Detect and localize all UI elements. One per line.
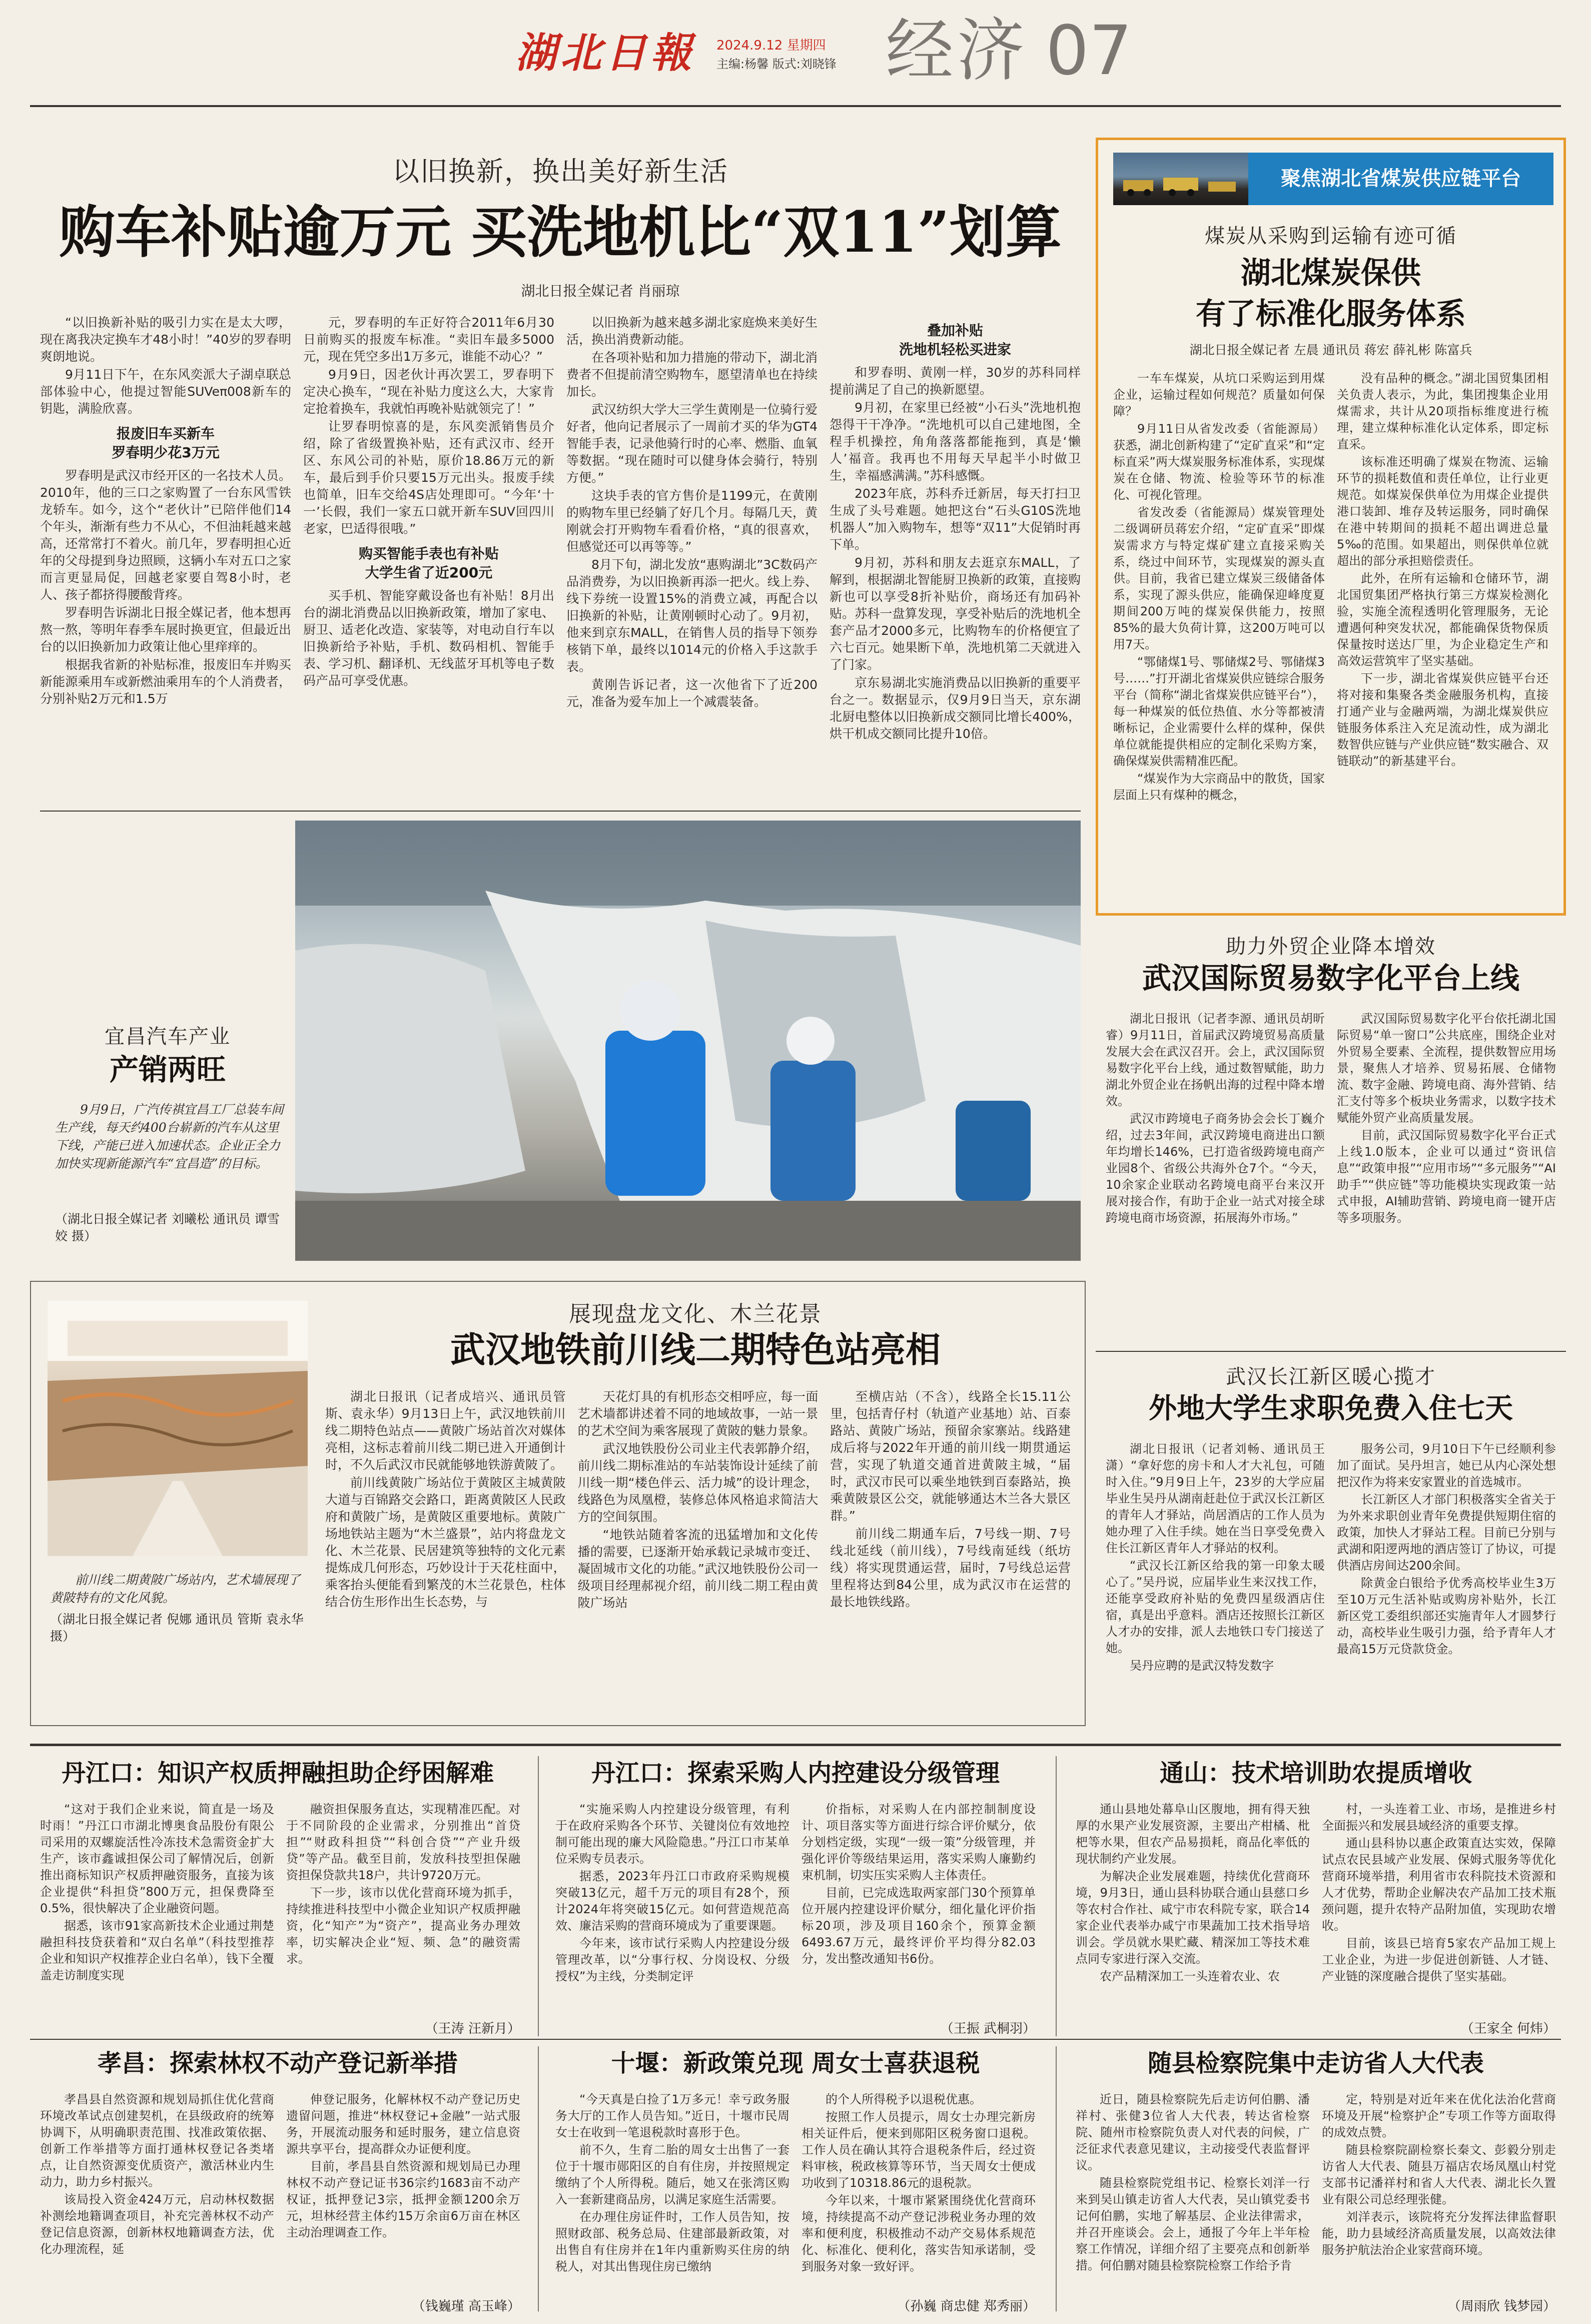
metro-col-3	[830, 1388, 1071, 1719]
c1-credit: （钱巍瑾 高玉峰）	[412, 2299, 520, 2314]
masthead-rule	[30, 105, 1561, 107]
b1-credit: （王涛 汪新月）	[425, 2021, 520, 2036]
sub-heading: 叠加补贴 洗地机轻松买进家	[899, 322, 1011, 358]
paragraph: 此外，在所有运输和仓储环节，湖北国贸集团严格执行第三方煤炭检测化验，实施全流程透明化管理服务，无论遭遇何种突发状况，都能确保货物保质保量按时送达厂里，为企业稳定生产和高效运营筑牢了坚实基础。	[1337, 571, 1548, 668]
paragraph: 近日，随县检察院先后走访何伯鹏、潘祥村、张健3位省人大代表，转达省检察院、随州市检察院负责人对代表的问候，广泛征求代表意见建议，主动接受代表监督评议。	[1076, 2092, 1310, 2172]
paragraph: 京东易湖北实施消费品以旧换新的重要平台之一。数据显示，仅9月9日当天，京东湖北厨电整体以旧换新成交额同比增长400%，烘干机成交额同比提升10倍。	[830, 675, 1081, 741]
c2-credit: （孙巍 商忠健 郑秀丽）	[897, 2299, 1036, 2314]
paragraph: “以旧换新补贴的吸引力实在是太大啰，现在离我决定换车才48小时！”40岁的罗春明爽朗地说。	[40, 315, 291, 364]
b1-col-2	[286, 1801, 520, 2016]
c3-body	[1076, 2091, 1556, 2291]
b2-col-2	[802, 1801, 1036, 2016]
a3-body	[1106, 1441, 1556, 1729]
paragraph: 今年来，该市试行采购人内控建设分级管理改革，以“分事行权、分岗设权、分级授权”为主线，分类制定评	[555, 1936, 789, 1983]
a1-headline: 购车补贴逾万元 买洗地机比“双11”划算	[59, 200, 1062, 265]
paragraph: 罗春明是武汉市经开区的一名技术人员。2010年，他的三口之家购置了一台东风雪铁龙轿车。如今，这个“老伙计”已陪伴他们14个年头，渐渐有些力不从心，不但油耗越来越高，还常常打不着火。前几年，罗春明担心近年的父母提到身边照顾，这辆小车对五口之家而言更显局促，回越老家要自驾8小时，老人、孩子都挤得腰酸背疼。	[40, 468, 291, 602]
a3-col-1	[1106, 1441, 1325, 1729]
paragraph: 元，罗春明的车正好符合2011年6月30日前购买的报废车标准。“卖旧车最多5000元，现在凭空多出1万多元，谁能不动心？”	[303, 315, 554, 364]
paragraph: 按照工作人员提示，周女士办理完新房相关证件后，便来到郧阳区税务窗口退税。工作人员在确认其符合退税条件后，经过资料审核，税政核算等环节，当天周女士便成功收到了10318.86元的退税款。	[802, 2110, 1036, 2190]
b-divider-1	[538, 1756, 539, 2036]
b2-headline: 丹江口：探索采购人内控建设分级管理	[591, 1759, 1000, 1787]
b1-col-1	[40, 1801, 274, 2016]
b1-body	[40, 1801, 520, 2016]
coal-banner	[1248, 153, 1553, 205]
paragraph: 根据我省新的补贴标准，报废旧车并购买新能源乘用车或新燃油乘用车的个人消费者，分别补贴2万元和1.5万	[40, 657, 291, 706]
a1-col-3	[566, 314, 818, 795]
b3-col-2	[1322, 1801, 1556, 2016]
paragraph: 服务公司，9月10日下午已经顺利参加了面试。吴丹坦言，她已从内心深处想把汉作为将来安家置业的首选城市。	[1337, 1442, 1556, 1489]
c3-credit: （周雨欣 钱梦园）	[1447, 2299, 1556, 2314]
paragraph: 目前，已完成选取两家部门30个预算单位开展内控建设评价赋分，细化量化评价指标20项，涉及项目160余个，预算金额6493.67万元，最终评价平均得分82.03分，发出整改通知书6份。	[802, 1886, 1036, 1966]
a1-kicker: 以旧换新，换出美好新生活	[392, 156, 728, 187]
bottom-row2-rule	[30, 2039, 1561, 2040]
b3-headline: 通山：技术培训助农提质增收	[1159, 1759, 1472, 1787]
sub-heading: 购买智能手表也有补贴 大学生省了近200元	[358, 545, 499, 581]
paragraph: 农产品精深加工一头连着农业、农	[1100, 1969, 1280, 1983]
metro-col-1	[325, 1388, 566, 1719]
coal-col-2	[1337, 370, 1548, 908]
paragraph: 长江新区人才部门积极落实全省关于为外来求职创业青年免费提供短期住宿的政策，加快人才驿站工程。目前已分别与武湖和阳逻两地的酒店签订了协议，可提供酒店房间达200余间。	[1337, 1492, 1556, 1573]
coal-body	[1113, 370, 1548, 908]
a1-bottom-rule	[40, 811, 1081, 812]
metro-headline: 武汉地铁前川线二期特色站亮相	[450, 1329, 941, 1370]
paragraph: “实施采购人内控建设分级管理，有利于在政府采购各个环节、关键岗位有效地控制可能出现的廉大风险隐患。”丹江口市某单位采购专员表示。	[555, 1802, 789, 1866]
coal-banner-text: 聚焦湖北省煤炭供应链平台	[1281, 167, 1521, 190]
paragraph: 湖北日报讯（记者刘畅、通讯员王潇）“拿好您的房卡和人才大礼包，可随时入住。”9月9日上午，23岁的大学应届毕业生吴丹从湖南赶赴位于武汉长江新区的青年人才驿站，尚居酒店的工作人员为她办理了入住手续。她在当日享受免费入住长江新区青年人才驿站的权利。	[1106, 1442, 1325, 1555]
section-title: 经济	[886, 12, 1028, 91]
paragraph: 前不久，生育二胎的周女士出售了一套位于十堰市郧阳区的自有住房，并按照规定缴纳了个人所得税。随后，她又在张湾区购入一套新建商品房，以满足家庭生活需要。	[555, 2143, 789, 2206]
paragraph: 通山县地处幕阜山区腹地，拥有得天独厚的水果产业发展资源，主要出产柑橘、枇杷等水果，但农产品易损耗，商品化率低的现状制约产业发展。	[1076, 1802, 1310, 1866]
c2-col-1	[555, 2091, 789, 2291]
paragraph: 据悉，2023年丹江口市政府采购规模突破13亿元，超千万元的项目有28个，预计2024年将突破15亿元。如何营造规范高效、廉洁采购的营商环境成为了重要课题。	[555, 1869, 789, 1933]
paragraph: 黄刚告诉记者，这一次他省下了近200元，准备为爱车加上一个减震装备。	[566, 677, 818, 709]
c2-headline: 十堰：新政策兑现 周女士喜获退税	[611, 2049, 980, 2077]
yichang-credit: （湖北日报全媒记者 刘曦松 通讯员 谭雪姣 摄）	[55, 1212, 280, 1243]
paragraph: 在各项补贴和加力措施的带动下，湖北消费者不但提前清空购物车，愿望清单也在持续加长。	[566, 350, 818, 399]
yichang-kicker: 宜昌汽车产业	[105, 1025, 231, 1048]
a2-body	[1106, 1011, 1556, 1336]
paragraph: 在办理住房证件时，工作人员告知，按照财政部、税务总局、住建部最新政策，对出售自有住房并在1年内重新购买住房的纳税人，对其出售现住房已缴纳	[555, 2210, 789, 2273]
paragraph: 9月初，在家里已经被“小石头”洗地机抱怨得干干净净。“洗地机可以自己建地图，全程手机操控，角角落落都能拖到，真是‘懒人’福音。我再也不用每天早起半小时做卫生，幸福感满满。”苏科感慨。	[830, 400, 1081, 483]
masthead	[0, 0, 1591, 105]
a2-col-1	[1106, 1011, 1325, 1336]
a3-col-2	[1337, 1441, 1556, 1729]
c2-col-2	[802, 2091, 1036, 2291]
coal-byline: 湖北日报全媒记者 左晨 通讯员 蒋宏 薛礼彬 陈富兵	[1189, 343, 1472, 357]
paragraph: 该局投入资金424万元，启动林权数据补测绘地籍调查项目，补充完善林权不动产登记信息资源，创新林权地籍调查方法，优化办理流程，延	[40, 2192, 274, 2256]
b2-body	[555, 1801, 1036, 2016]
b1-headline: 丹江口：知识产权质押融担助企纾困解难	[61, 1759, 494, 1787]
paragraph: 以旧换新为越来越多湖北家庭焕来美好生活，换出消费新动能。	[566, 315, 818, 347]
c3-col-2	[1322, 2091, 1556, 2291]
paragraph: 9月初，苏科和朋友去逛京东MALL，了解到，根据湖北智能厨卫换新的政策，直接购新也可以享受8折补贴价，商场还有加码补贴。苏科一盘算发现，享受补贴后的洗地机全套产品才2000多元，比购物车的价格便宜了六七百元。她果断下单，洗地机第二天就进入了门家。	[830, 555, 1081, 672]
a1-byline: 湖北日报全媒记者 肖丽琼	[521, 283, 680, 299]
c1-body	[40, 2091, 520, 2291]
a2-col-2	[1337, 1011, 1556, 1336]
a1-col-4	[830, 314, 1081, 795]
paragraph: 前川线二期通车后，7号线一期、7号线北延线（前川线），7号线南延线（纸坊线）将实现贯通运营，届时，7号线总运营里程将达到84公里，成为武汉市在运营的最长地铁线路。	[830, 1526, 1071, 1609]
paragraph: “地铁站随着客流的迅猛增加和文化传播的需要，已逐渐开始承载记录城市变迁、凝固城市文化的功能。”武汉地铁股份公司一级项目经理郝视介绍，前川线二期工程由黄陂广场站	[577, 1527, 819, 1610]
paragraph: 天花灯具的有机形态交相呼应，每一面艺术墙都讲述着不同的地域故事，一站一景的艺术空间为乘客展现了黄陂的魅力景象。	[577, 1389, 819, 1438]
b3-body	[1076, 1801, 1556, 2016]
paragraph: 湖北日报讯（记者成培兴、通讯员管斯、袁永华）9月13日上午，武汉地铁前川线二期特色站点——黄陂广场站首次对媒体亮相，这标志着前川线二期已进入开通倒计时，不久后武汉市民就能够地铁游黄陂了。	[325, 1389, 566, 1472]
a2-bottom-rule	[1096, 1351, 1566, 1352]
c-divider-2	[1056, 2046, 1057, 2311]
b2-credit: （王振 武桐羽）	[940, 2021, 1036, 2036]
sub-heading: 报废旧车买新车 罗春明少花3万元	[112, 425, 220, 461]
metro-station-photo	[48, 1301, 308, 1556]
paragraph: 武汉市跨境电子商务协会会长丁巍介绍，过去3年间，武汉跨境电商进出口额年均增长146%，已打造省级跨境电商产业园8个、省级公共海外仓7个。“今天，10余家企业联动名跨境电商平台来汉开展对接合作，有助于企业一站式对接全球跨境电商市场资源，拓展海外市场。”	[1106, 1112, 1325, 1225]
paragraph: 和罗春明、黄刚一样，30岁的苏科同样提前满足了自己的换新愿望。	[830, 365, 1081, 397]
c1-col-2	[286, 2091, 520, 2291]
coal-sidebar	[1096, 138, 1566, 916]
c2-body	[555, 2091, 1036, 2291]
car-factory-illustration	[295, 821, 1081, 1261]
paragraph: 武汉国际贸易数字化平台依托湖北国际贸易“单一窗口”公共底座，围绕企业对外贸易全要素、全流程，提供数智应用场景，聚焦人才培养、贸易拓展、仓储物流、数字金融、跨境电商、海外营销、结汇支付等多个板块业务需求，以数字技术赋能外贸产业高质量发展。	[1337, 1012, 1556, 1125]
metro-credit: （湖北日报全媒记者 倪娜 通讯员 管斯 袁永华 摄）	[50, 1612, 304, 1644]
metro-art-wall-illustration	[48, 1301, 308, 1556]
a3-headline: 外地大学生求职免费入住七天	[1149, 1392, 1513, 1425]
bottom-section-rule	[30, 1744, 1561, 1746]
paragraph: 通山县科协以惠企政策直达实效，保障试点农民县域产业发展、保姆式服务等优化营商环境举措，利用省市农科院技术资源和人才优势，帮助企业解决农产品加工技术瓶颈问题，提升农特产品附加值，实现助农增收。	[1322, 1836, 1556, 1933]
b2-col-1	[555, 1801, 789, 2016]
paragraph: 9月11日从省发改委（省能源局）获悉，湖北创新构建了“定矿直采”和“定标直采”两大煤炭服务标准体系，实现煤炭在仓储、物流、检验等环节的标准化、可视化管理。	[1113, 422, 1325, 502]
a2-kicker: 助力外贸企业降本增效	[1226, 935, 1436, 958]
newspaper-logo	[500, 26, 710, 81]
paragraph: 定，特别是对近年来在优化法治化营商环境及开展“检察护企”专项工作等方面取得的成效点赞。	[1322, 2092, 1556, 2139]
yichang-caption: 9月9日，广汽传祺宜昌工厂总装车间生产线，每天约400台崭新的汽车从这里下线，产能已进入加速状态。企业正全力加快实现新能源汽车“宜昌造”的目标。	[55, 1102, 284, 1171]
paragraph: 湖北日报讯（记者李源、通讯员胡昕睿）9月11日，首届武汉跨境贸易高质量发展大会在武汉召开。会上，武汉国际贸易数字化平台上线，通过数智赋能，助力湖北外贸企业在扬帆出海的过程中降本增效。	[1106, 1012, 1325, 1108]
paragraph: 融资担保服务直达，实现精准匹配。对于不同阶段的企业需求，分别推出“首贷担”“财政科担贷”“科创合贷”“产业升级贷”等产品。截至目前，发放科技型担保融资担保贷款共18户，共计9720万元。	[286, 1802, 520, 1882]
date-line: 2024.9.12 星期四	[716, 38, 826, 53]
paragraph: 吴丹应聘的是武汉特发数字	[1130, 1659, 1274, 1673]
paragraph: 买手机、智能穿戴设备也有补贴！8月出台的湖北消费品以旧换新政策，增加了家电、厨卫、适老化改造、家装等，对电动自行车以旧换新给予补贴，手机、数码相机、智能手表、学习机、翻译机、无线蓝牙耳机等电子数码产品可享受优惠。	[303, 588, 554, 688]
paragraph: 据悉，该市91家高新技术企业通过荆楚融担科技贷获着和“双白名单”（科技型推荐企业和知识产权推荐企业白名单），钱下全覆盖走访制度实现	[40, 1919, 274, 1982]
paragraph: “武汉长江新区给我的第一印象太暖心了。”吴丹说，应届毕业生来汉找工作，还能享受政府补贴的免费四星级酒店住宿，真是出乎意料。酒店还按照长江新区人才办的安排，派人去地铁口专门接送了她。	[1106, 1559, 1325, 1655]
paragraph: 伸登记服务，化解林权不动产登记历史遗留问题，推进“林权登记+金融”一站式服务，开展流动服务和延时服务，建立信息资源共享平台，提高群众办证便利度。	[286, 2092, 520, 2156]
b3-credit: （王家全 何炜）	[1460, 2021, 1556, 2036]
paragraph: 武汉纺织大学大三学生黄刚是一位骑行爱好者，他向记者展示了一周前才买的华为GT4智能手表，记录他骑行时的心率、燃脂、血氧等数据。“现在随时可以健身体会骑行，特别方便。”	[566, 402, 818, 485]
paragraph: 至横店站（不含），线路全长15.11公里，包括青仔村（轨道产业基地）站、百泰路站、黄陂广场站，预留余家寨站。线路建成后将与2022年开通的前川线一期贯通运营，实现了轨道交通首进黄陂主城，“届时，武汉市民可以乘坐地铁到百泰路站，换乘黄陂景区公交，就能够通达木兰各大景区群。”	[830, 1389, 1071, 1523]
a1-col-1	[40, 314, 291, 795]
a3-kicker: 武汉长江新区暖心揽才	[1226, 1365, 1436, 1388]
paragraph: 2023年底，苏科乔迁新居，每天打扫卫生成了头号难题。她把这台“石头G10S洗地机器人”加入购物车，想等“双11”大促销时再下单。	[830, 486, 1081, 552]
paragraph: 9月11日下午，在东风奕派大子湖卓联总部体验中心，他提过智能SUVeπ008新车的钥匙，满脸欣喜。	[40, 367, 291, 416]
paragraph: 9月9日，因老伙计再次罢工，罗春明下定决心换车，“现在补贴力度这么大，大家肯定抢着换车，我就怕再晚补贴就领完了！”	[303, 367, 554, 416]
paragraph: “这对于我们企业来说，简直是一场及时雨！”丹江口市湖北博奥食品股份有限公司采用的双螺旋活性冷冻技术急需资金扩大生产，该市鑫诚担保公司了解情况后，创新推出商标知识产权质押融资服务，直接为该企业提供“科担贷”800万元，担保费降至0.5%，很快解决了企业融资问题。	[40, 1802, 274, 1915]
a2-headline: 武汉国际贸易数字化平台上线	[1142, 961, 1519, 995]
coal-col-1	[1113, 370, 1325, 908]
metro-col-2	[578, 1388, 819, 1719]
paragraph: 这块手表的官方售价是1199元，在黄刚的购物车里已经躺了好几个月。每隔几天，黄刚就会打开购物车看看价格，“真的很喜欢，但感觉还可以再等等。”	[566, 488, 818, 554]
paragraph: 目前，孝昌县自然资源和规划局已办理林权不动产登记证书36宗约1683亩不动产权证，抵押登记3宗，抵押金额1200余万元，坦林经营主体约15万余亩6万亩在林区主动治理调查工作。	[286, 2159, 520, 2239]
paragraph: 随县检察院副检察长秦文、彭毅分别走访省人大代表、随县万福店农场凤凰山村党支部书记潘祥村和省人大代表、湖北长久置业有限公司总经理张健。	[1322, 2143, 1556, 2206]
c-divider-1	[538, 2046, 539, 2311]
page-number: 07	[1046, 12, 1133, 91]
paragraph: 罗春明告诉湖北日报全媒记者，他本想再熬一熬，等明年春季车展时换更宜，但最近出台的以旧换新加力政策让他心里痒痒的。	[40, 605, 291, 654]
a1-body	[40, 314, 1081, 795]
metro-kicker: 展现盘龙文化、木兰花景	[569, 1301, 822, 1327]
paragraph: 的个人所得税予以退税优惠。	[826, 2092, 982, 2106]
paragraph: 下一步，该市以优化营商环境为抓手，持续推进科技型中小微企业知识产权质押融资，化“知产”为“资产”，提高业务办理效率，切实解决企业“短、频、急”的融资需求。	[286, 1886, 520, 1966]
logo-text: 湖北日報	[515, 29, 695, 77]
coal-headline: 湖北煤炭保供 有了标准化服务体系	[1196, 256, 1466, 332]
paragraph: 价指标，对采购人在内部控制制度设计、项目落实等方面进行综合评价赋分，依分划档定级，实现“一级一策”分级管理，并强化评价等级结果运用，落实采购人廉勤约束机制，切实压实采购人主体责任。	[802, 1802, 1036, 1882]
yichang-headline: 产销两旺	[109, 1053, 226, 1087]
paragraph: 让罗春明惊喜的是，东风奕派销售员介绍，除了省级置换补贴，还有武汉市、经开区、东风公司的补贴，原价18.86万元的新车，最后到手价只要15万元出头。报废手续也简单，旧车交给4S店处理即可。“今年‘十一’长假，我们一家五口就开新车SUV回四川老家，巴适得很哦。”	[303, 419, 554, 536]
paragraph: 目前，武汉国际贸易数字化平台正式上线1.0版本，企业可以通过“资讯信息”“政策申报”“应用市场”“多元服务”“AI助手”“供应链”等功能模块实现政策一站式申报，AI辅助营销、跨境电商一键开店等多项服务。	[1337, 1128, 1556, 1225]
paragraph: 今年以来，十堰市紧紧围绕优化营商环境，持续提高不动产登记涉税业务办理的效率和便利度，积极推动不动产交易体系规范化、标准化、便利化，落实告知承诺制，受到服务对象一致好评。	[802, 2193, 1036, 2273]
paragraph: 下一步，湖北省煤炭供应链平台还将对接和集聚各类金融服务机构，直接打通产业与金融两端，为湖北煤炭供应链服务体系注入充足流动性，成为湖北数智供应链与产业供应链“数实融合、双链联动”的新基建平台。	[1337, 671, 1548, 768]
paragraph: 孝昌县自然资源和规划局抓住优化营商环境改革试点创建契机，在县级政府的统筹协调下，从明确职责范围、找准政策依据、创新工作举措等方面打通林权登记各类堵点，让自然资源变优质资产，激活林业内生动力，助力乡村振兴。	[40, 2092, 274, 2189]
c3-col-1	[1076, 2091, 1310, 2291]
paragraph: 刘洋表示，该院将充分发挥法律监督职能，助力县域经济高质量发展，以高效法律服务护航法治企业家营商环境。	[1322, 2210, 1556, 2257]
paragraph: 一车车煤炭，从坑口采购运到用煤企业，运输过程如何规范？质量如何保障？	[1113, 371, 1325, 418]
paragraph: 目前，该县已培育5家农产品加工规上工业企业，为进一步促进创新链、人才链、产业链的深度融合提供了坚实基础。	[1322, 1936, 1556, 1983]
car-factory-photo	[295, 821, 1081, 1261]
a1-col-2	[303, 314, 554, 795]
paragraph: 省发改委（省能源局）煤炭管理处二级调研员蒋宏介绍，“定矿直采”即煤炭需求方与特定煤矿建立直接采购关系，绕过中间环节，实现煤炭的源头直供。目前，我省已建立煤炭三级储备体系，实现了源头供应，能确保迎峰度夏期间200万吨的煤炭保供能力，按照85%的最大负荷计算，这200万吨可以用7天。	[1113, 505, 1325, 651]
paragraph: “鄂储煤1号、鄂储煤2号、鄂储煤3号……”打开湖北省煤炭供应链综合服务平台（简称“湖北省煤炭供应链平台”），每一种煤炭的低位热值、水分等都被清晰标记，企业需要什么样的煤种，保供单位就能提供相应的定制化采购方案，确保煤炭供需精准匹配。	[1113, 655, 1325, 768]
paragraph: 随县检察院党组书记、检察长刘洋一行来到吴山镇走访省人大代表，吴山镇党委书记何伯鹏，实地了解基层、企业法律需求，并召开座谈会。会上，通报了今年上半年检察工作情况，详细介绍了主要亮点和创新举措。何伯鹏对随县检察院检察工作给予肯	[1076, 2176, 1310, 2272]
b-divider-2	[1056, 1756, 1057, 2036]
b3-col-1	[1076, 1801, 1310, 2016]
metro-body	[325, 1388, 1071, 1719]
paragraph: 该标准还明确了煤炭在物流、运输环节的损耗数值和责任单位，让行业更规范。如煤炭保供单位为用煤企业提供港口装卸、堆存及转运服务，同时确保在港中转期间的损耗不超出调进总量5‰的范围。如果超出，则保供单位就超出的部分承担赔偿责任。	[1337, 455, 1548, 568]
coal-kicker: 煤炭从采购到运输有迹可循	[1205, 225, 1457, 248]
paragraph: 前川线黄陂广场站位于黄陂区主城黄陂大道与百锦路交会路口，距离黄陂区人民政府和黄陂广场，是黄陂区重要地标。黄陂广场地铁站主题为“木兰盛景”，站内将盘龙文化、木兰花景、民居建筑等独特的文化元素提炼成几何形态，巧妙设计于天花柱面中，乘客抬头便能看到繁茂的木兰花景色，柱体结合仿生形作出生长态势，与	[325, 1475, 566, 1609]
paragraph: 除黄金白银给予优秀高校毕业生3万至10万元生活补贴或购房补贴外，长江新区党工委组织部还实施青年人才圆梦行动，高校毕业生吸引力强，给予青年人才最高15万元贷款贷金。	[1337, 1576, 1556, 1656]
metro-caption: 前川线二期黄陂广场站内，艺术墙展现了黄陂特有的文化风貌。	[50, 1573, 301, 1605]
paragraph: 村，一头连着工业、市场，是推进乡村全面振兴和发展县域经济的重要支撑。	[1322, 1802, 1556, 1833]
paragraph: 武汉地铁股份公司业主代表郭静介绍，前川线二期标准站的车站装饰设计延续了前川线一期“楼色伴云、活力城”的设计理念，线路色为凤凰橙，装修总体风格追求简洁大方的空间氛围。	[577, 1441, 819, 1524]
c1-col-1	[40, 2091, 274, 2291]
paragraph: 8月下旬，湖北发放“惠购湖北”3C数码产品消费券，为以旧换新再添一把火。线上券、线下券统一设置15%的消费立减，再配合以旧换新的补贴，让黄刚顿时心动了。9月初，他来到京东MALL，在销售人员的指导下领券核销下单，最终以1014元的价格入手这款手表。	[566, 557, 818, 674]
coal-banner-photo	[1113, 153, 1248, 205]
c3-headline: 随县检察院集中走访省人大代表	[1147, 2049, 1484, 2077]
paragraph: “煤炭作为大宗商品中的散货，国家层面上只有煤种的概念，	[1113, 771, 1325, 802]
coal-mine-illustration	[1113, 153, 1248, 205]
paragraph: 为解决企业发展难题，持续优化营商环境，9月3日，通山县科协联合通山县慈口乡等农村合作社、咸宁市农科院专家，联合14家企业代表举办咸宁市果蔬加工技术指导培训会。学员就水果贮藏、精深加工等技术难点同专家进行深入交流。	[1076, 1869, 1310, 1966]
paragraph: “今天真是白捡了1万多元！幸亏政务服务大厅的工作人员告知。”近日，十堰市民周女士在收到一笔退税款时喜形于色。	[555, 2092, 789, 2139]
editors-line: 主编:杨馨 版式:刘晓锋	[716, 57, 837, 71]
c1-headline: 孝昌：探索林权不动产登记新举措	[97, 2049, 458, 2077]
paragraph: 没有品种的概念。”湖北国贸集团相关负责人表示，为此，集团搜集企业用煤需求，共计从20项指标维度进行梳理，建立煤种标准化认定体系，即定标直采。	[1337, 371, 1548, 451]
